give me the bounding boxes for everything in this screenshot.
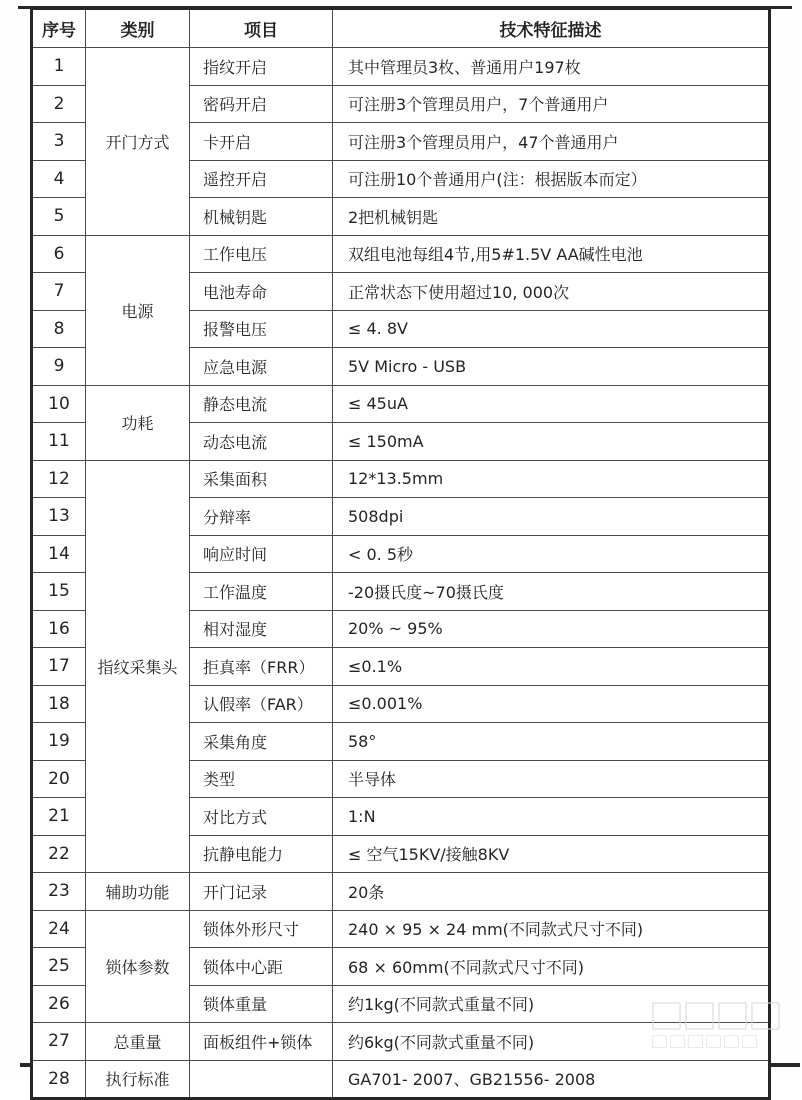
table-row — [32, 235, 770, 273]
item-cell: 相对湿度 — [190, 610, 333, 648]
desc-cell: ≤ 45uA — [333, 385, 770, 423]
item-cell: 工作温度 — [190, 573, 333, 611]
item-cell: 拒真率（FRR） — [190, 648, 333, 686]
item-cell: 分辩率 — [190, 498, 333, 536]
item-cell: 响应时间 — [190, 535, 333, 573]
row-no: 1 — [32, 48, 86, 86]
desc-cell: GA701- 2007、GB21556- 2008 — [333, 1060, 770, 1099]
row-no: 3 — [32, 123, 86, 161]
row-no: 10 — [32, 385, 86, 423]
category-cell: 执行标准 — [86, 1060, 190, 1099]
desc-cell: 12*13.5mm — [333, 460, 770, 498]
category-cell: 功耗 — [86, 385, 190, 460]
desc-cell: 58° — [333, 723, 770, 761]
item-cell: 对比方式 — [190, 798, 333, 836]
desc-cell: 正常状态下使用超过10, 000次 — [333, 273, 770, 311]
desc-cell: ≤ 150mA — [333, 423, 770, 461]
category-cell: 指纹采集头 — [86, 460, 190, 873]
desc-cell: < 0. 5秒 — [333, 535, 770, 573]
row-no: 25 — [32, 948, 86, 986]
desc-cell: ≤ 4. 8V — [333, 310, 770, 348]
table-row — [32, 385, 770, 423]
row-no: 13 — [32, 498, 86, 536]
row-no: 16 — [32, 610, 86, 648]
row-no: 24 — [32, 910, 86, 948]
desc-cell: 双组电池每组4节,用5#1.5V AA碱性电池 — [333, 235, 770, 273]
item-cell: 类型 — [190, 760, 333, 798]
item-cell: 遥控开启 — [190, 160, 333, 198]
item-cell: 静态电流 — [190, 385, 333, 423]
row-no: 11 — [32, 423, 86, 461]
item-cell: 应急电源 — [190, 348, 333, 386]
table-row — [32, 48, 770, 86]
row-no: 2 — [32, 85, 86, 123]
desc-cell: 半导体 — [333, 760, 770, 798]
row-no: 18 — [32, 685, 86, 723]
table-row — [32, 1060, 770, 1099]
desc-cell: 约6kg(不同款式重量不同) — [333, 1023, 770, 1061]
desc-cell: ≤ 空气15KV/接触8KV — [333, 835, 770, 873]
row-no: 28 — [32, 1060, 86, 1099]
desc-cell: 2把机械钥匙 — [333, 198, 770, 236]
table-row — [32, 460, 770, 498]
row-no: 12 — [32, 460, 86, 498]
desc-cell: 可注册3个管理员用户，47个普通用户 — [333, 123, 770, 161]
desc-cell: 5V Micro - USB — [333, 348, 770, 386]
row-no: 8 — [32, 310, 86, 348]
item-cell: 报警电压 — [190, 310, 333, 348]
desc-cell: 240 × 95 × 24 mm(不同款式尺寸不同) — [333, 910, 770, 948]
table-row — [32, 873, 770, 911]
item-cell: 锁体中心距 — [190, 948, 333, 986]
item-cell: 电池寿命 — [190, 273, 333, 311]
row-no: 7 — [32, 273, 86, 311]
item-cell: 密码开启 — [190, 85, 333, 123]
category-cell: 开门方式 — [86, 48, 190, 236]
row-no: 15 — [32, 573, 86, 611]
header-desc: 技术特征描述 — [333, 9, 770, 48]
desc-cell: 20条 — [333, 873, 770, 911]
row-no: 22 — [32, 835, 86, 873]
desc-cell: 68 × 60mm(不同款式尺寸不同) — [333, 948, 770, 986]
item-cell: 面板组件+锁体 — [190, 1023, 333, 1061]
header-category: 类别 — [86, 9, 190, 48]
desc-cell: ≤0.001% — [333, 685, 770, 723]
spec-table — [30, 7, 771, 1100]
row-no: 4 — [32, 160, 86, 198]
item-cell — [190, 1060, 333, 1099]
row-no: 27 — [32, 1023, 86, 1061]
desc-cell: 20% ~ 95% — [333, 610, 770, 648]
item-cell: 抗静电能力 — [190, 835, 333, 873]
desc-cell: 其中管理员3枚、普通用户197枚 — [333, 48, 770, 86]
item-cell: 采集面积 — [190, 460, 333, 498]
row-no: 26 — [32, 985, 86, 1023]
row-no: 23 — [32, 873, 86, 911]
row-no: 21 — [32, 798, 86, 836]
item-cell: 指纹开启 — [190, 48, 333, 86]
desc-cell: -20摄氏度~70摄氏度 — [333, 573, 770, 611]
row-no: 9 — [32, 348, 86, 386]
category-cell: 总重量 — [86, 1023, 190, 1061]
row-no: 5 — [32, 198, 86, 236]
item-cell: 认假率（FAR） — [190, 685, 333, 723]
table-row — [32, 910, 770, 948]
desc-cell: 508dpi — [333, 498, 770, 536]
table-header-row — [32, 9, 770, 48]
row-no: 17 — [32, 648, 86, 686]
category-cell: 锁体参数 — [86, 910, 190, 1023]
header-no: 序号 — [32, 9, 86, 48]
item-cell: 工作电压 — [190, 235, 333, 273]
desc-cell: 1:N — [333, 798, 770, 836]
row-no: 19 — [32, 723, 86, 761]
item-cell: 卡开启 — [190, 123, 333, 161]
row-no: 14 — [32, 535, 86, 573]
desc-cell: 约1kg(不同款式重量不同) — [333, 985, 770, 1023]
desc-cell: ≤0.1% — [333, 648, 770, 686]
item-cell: 机械钥匙 — [190, 198, 333, 236]
header-item: 项目 — [190, 9, 333, 48]
row-no: 6 — [32, 235, 86, 273]
item-cell: 动态电流 — [190, 423, 333, 461]
table-row — [32, 1023, 770, 1061]
desc-cell: 可注册10个普通用户(注：根据版本而定） — [333, 160, 770, 198]
item-cell: 开门记录 — [190, 873, 333, 911]
item-cell: 锁体重量 — [190, 985, 333, 1023]
category-cell: 电源 — [86, 235, 190, 385]
item-cell: 锁体外形尺寸 — [190, 910, 333, 948]
category-cell: 辅助功能 — [86, 873, 190, 911]
desc-cell: 可注册3个管理员用户，7个普通用户 — [333, 85, 770, 123]
item-cell: 采集角度 — [190, 723, 333, 761]
row-no: 20 — [32, 760, 86, 798]
